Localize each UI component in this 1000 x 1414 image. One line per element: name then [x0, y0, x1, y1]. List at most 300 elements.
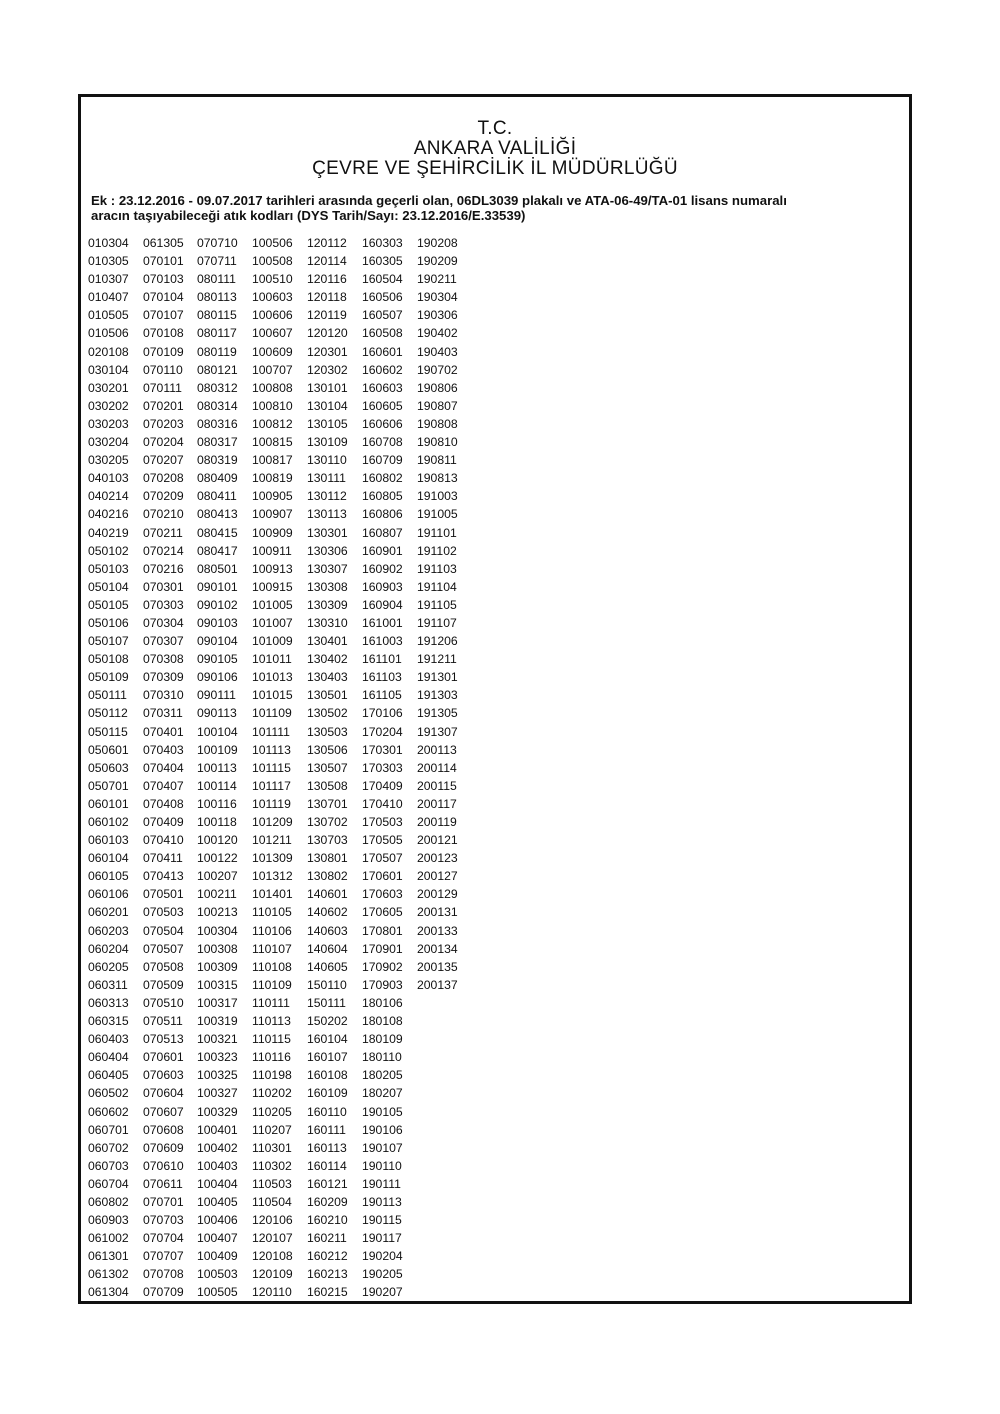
waste-code: 080121	[197, 362, 238, 377]
waste-code: 180110	[362, 1050, 402, 1065]
waste-code: 070303	[143, 597, 184, 612]
waste-code: 050108	[88, 652, 129, 667]
waste-code: 190208	[417, 236, 458, 250]
annex-line-1: Ek : 23.12.2016 - 09.07.2017 tarihleri arasında geçerli olan, 06DL3039 plakalı ve ATA-06-49/TA-01 lisans numaralı	[91, 193, 787, 208]
waste-code: 170303	[362, 760, 403, 775]
waste-code: 190810	[417, 435, 458, 450]
waste-code: 110302	[252, 1158, 292, 1173]
waste-code: 130105	[307, 416, 348, 431]
waste-code: 130702	[307, 815, 348, 829]
waste-code: 170601	[362, 869, 403, 884]
waste-code: 070407	[143, 778, 184, 793]
waste-code: 100815	[252, 435, 293, 450]
waste-code: 101115	[252, 760, 291, 775]
waste-code: 130308	[307, 579, 348, 594]
waste-code: 170603	[362, 887, 403, 902]
waste-code: 100808	[252, 380, 293, 395]
document-header	[81, 119, 909, 179]
waste-code: 161003	[362, 634, 403, 649]
waste-code: 140603	[307, 923, 348, 938]
waste-code: 070610	[143, 1158, 184, 1173]
waste-code: 190702	[417, 362, 458, 377]
waste-code: 100909	[252, 525, 293, 540]
waste-code: 070301	[143, 579, 184, 594]
waste-code: 060702	[88, 1140, 129, 1155]
waste-code: 070209	[143, 489, 184, 504]
waste-code: 060703	[88, 1158, 129, 1173]
waste-code: 100327	[197, 1086, 238, 1101]
waste-code: 100315	[197, 977, 238, 992]
waste-code: 190304	[417, 290, 458, 305]
waste-code: 070513	[143, 1032, 184, 1047]
waste-code: 190806	[417, 380, 458, 395]
waste-code: 100506	[252, 236, 293, 250]
waste-code: 110301	[252, 1140, 292, 1155]
waste-code: 200115	[417, 778, 457, 793]
waste-code: 180106	[362, 995, 403, 1010]
waste-code: 070210	[143, 507, 184, 522]
code-column	[143, 234, 197, 1302]
waste-code: 070204	[143, 435, 184, 450]
waste-code: 010305	[88, 254, 129, 269]
waste-code: 040103	[88, 471, 129, 486]
waste-code: 200129	[417, 887, 458, 902]
waste-code: 070511	[143, 1014, 183, 1029]
waste-code: 130104	[307, 398, 348, 413]
waste-code: 050115	[88, 724, 128, 739]
waste-code: 160601	[362, 344, 403, 359]
waste-code: 100325	[197, 1068, 238, 1083]
waste-code: 080113	[197, 290, 237, 305]
waste-code: 190205	[362, 1267, 403, 1282]
waste-code: 090102	[197, 597, 238, 612]
waste-code: 160708	[362, 435, 403, 450]
waste-code: 100510	[252, 272, 293, 287]
waste-code: 160212	[307, 1249, 348, 1264]
waste-code: 120116	[307, 272, 347, 287]
waste-code: 161103	[362, 670, 402, 685]
waste-code: 060105	[88, 869, 129, 884]
waste-code: 070109	[143, 344, 184, 359]
waste-code: 120110	[252, 1285, 292, 1300]
waste-code: 070403	[143, 742, 184, 757]
waste-code: 130802	[307, 869, 348, 884]
waste-code: 130309	[307, 597, 348, 612]
waste-code: 040214	[88, 489, 129, 504]
waste-code: 100109	[197, 742, 238, 757]
waste-code: 060102	[88, 815, 129, 829]
waste-code: 110111	[252, 995, 290, 1010]
waste-code: 080413	[197, 507, 238, 522]
waste-code: 100308	[197, 941, 238, 956]
waste-code: 190204	[362, 1249, 403, 1264]
waste-code: 160504	[362, 272, 403, 287]
waste-code: 110113	[252, 1014, 291, 1029]
waste-code: 070504	[143, 923, 184, 938]
waste-code: 191104	[417, 579, 457, 594]
waste-code: 060101	[88, 796, 129, 811]
waste-code: 050103	[88, 561, 129, 576]
waste-code: 101013	[252, 670, 293, 685]
waste-code: 100309	[197, 959, 238, 974]
waste-code: 010505	[88, 308, 129, 323]
waste-code: 100907	[252, 507, 293, 522]
waste-code: 070208	[143, 471, 184, 486]
waste-code: 100409	[197, 1249, 238, 1264]
waste-code: 060502	[88, 1086, 129, 1101]
waste-code: 010407	[88, 290, 129, 305]
waste-code: 160508	[362, 326, 403, 341]
waste-code: 191211	[417, 652, 457, 667]
waste-code: 100402	[197, 1140, 238, 1155]
waste-code: 070701	[143, 1194, 184, 1209]
waste-code: 190117	[362, 1231, 402, 1246]
waste-code: 070110	[143, 362, 183, 377]
waste-code: 190306	[417, 308, 458, 323]
waste-code: 100404	[197, 1176, 238, 1191]
waste-code: 080501	[197, 561, 238, 576]
waste-code: 160305	[362, 254, 403, 269]
waste-code: 100104	[197, 724, 238, 739]
waste-code: 100401	[197, 1122, 238, 1137]
waste-code: 180108	[362, 1014, 403, 1029]
waste-code: 070308	[143, 652, 184, 667]
waste-code: 160903	[362, 579, 403, 594]
waste-code: 200135	[417, 959, 458, 974]
waste-code: 100405	[197, 1194, 238, 1209]
waste-code: 191305	[417, 706, 458, 721]
waste-code: 061305	[143, 236, 184, 250]
waste-code: 160121	[307, 1176, 348, 1191]
waste-code: 061304	[88, 1285, 129, 1300]
waste-code: 080117	[197, 326, 237, 341]
waste-code: 101015	[252, 688, 293, 703]
waste-code: 130401	[307, 634, 348, 649]
code-column	[252, 234, 307, 1302]
waste-code: 140605	[307, 959, 348, 974]
waste-code: 130101	[307, 380, 348, 395]
waste-code: 120120	[307, 326, 348, 341]
waste-code: 110108	[252, 959, 292, 974]
waste-code: 070103	[143, 272, 184, 287]
waste-code: 061301	[88, 1249, 129, 1264]
waste-code: 160108	[307, 1068, 348, 1083]
waste-code: 070603	[143, 1068, 184, 1083]
waste-code: 101119	[252, 796, 291, 811]
waste-code: 160807	[362, 525, 403, 540]
waste-code: 110198	[252, 1068, 292, 1083]
waste-code: 170409	[362, 778, 403, 793]
waste-code: 070611	[143, 1176, 183, 1191]
waste-code: 050102	[88, 543, 129, 558]
waste-code: 191003	[417, 489, 458, 504]
waste-code: 190813	[417, 471, 458, 486]
waste-code: 100915	[252, 579, 293, 594]
waste-code: 130502	[307, 706, 348, 721]
waste-code: 070411	[143, 851, 183, 866]
code-column	[197, 234, 252, 1302]
waste-code: 200117	[417, 796, 457, 811]
waste-code: 120114	[307, 254, 347, 269]
waste-code: 120302	[307, 362, 348, 377]
waste-code: 160107	[307, 1050, 348, 1065]
waste-code: 101312	[252, 869, 293, 884]
waste-code: 050104	[88, 579, 129, 594]
waste-code: 070510	[143, 995, 184, 1010]
waste-code: 101401	[252, 887, 293, 902]
waste-code: 050603	[88, 760, 129, 775]
header-ankara-valiligi: ANKARA VALİLİĞİ	[413, 138, 577, 159]
waste-code: 070601	[143, 1050, 184, 1065]
waste-code: 070404	[143, 760, 184, 775]
waste-code: 100116	[197, 796, 237, 811]
waste-code: 060602	[88, 1104, 129, 1119]
waste-code: 070107	[143, 308, 184, 323]
waste-code: 100503	[197, 1267, 238, 1282]
waste-code: 070711	[197, 254, 237, 269]
waste-code: 160114	[307, 1158, 347, 1173]
waste-code: 190207	[362, 1285, 403, 1300]
waste-code: 100114	[197, 778, 237, 793]
waste-code: 130310	[307, 615, 348, 630]
waste-code: 130801	[307, 851, 348, 866]
waste-code: 170410	[362, 796, 403, 811]
annex-line-2: aracın taşıyabileceği atık kodları (DYS Tarih/Sayı: 23.12.2016/E.33539)	[91, 208, 526, 223]
waste-code: 101007	[252, 615, 293, 630]
waste-code: 070307	[143, 634, 184, 649]
waste-code: 070310	[143, 688, 184, 703]
waste-code: 100603	[252, 290, 293, 305]
waste-code: 070108	[143, 326, 184, 341]
waste-code: 120109	[252, 1267, 293, 1282]
waste-code: 070309	[143, 670, 184, 685]
waste-code: 070304	[143, 615, 184, 630]
waste-code: 120118	[307, 290, 347, 305]
waste-code: 060315	[88, 1014, 129, 1029]
waste-code: 101309	[252, 851, 293, 866]
waste-code: 060203	[88, 923, 129, 938]
waste-code: 190110	[362, 1158, 402, 1173]
waste-code: 100817	[252, 453, 293, 468]
waste-code: 070509	[143, 977, 184, 992]
waste-code: 070409	[143, 815, 184, 829]
waste-code: 130403	[307, 670, 348, 685]
waste-code: 200133	[417, 923, 458, 938]
waste-code: 060313	[88, 995, 129, 1010]
waste-code: 160606	[362, 416, 403, 431]
waste-code: 170801	[362, 923, 403, 938]
waste-code: 060403	[88, 1032, 129, 1047]
waste-code: 190211	[417, 272, 457, 287]
waste-code: 080415	[197, 525, 238, 540]
waste-code: 090104	[197, 634, 238, 649]
waste-code: 030104	[88, 362, 129, 377]
waste-code: 080314	[197, 398, 238, 413]
waste-code: 190111	[362, 1176, 401, 1191]
waste-code: 060205	[88, 959, 129, 974]
waste-code: 100505	[197, 1285, 238, 1300]
waste-code: 060103	[88, 833, 129, 848]
waste-code: 080409	[197, 471, 238, 486]
waste-code: 160605	[362, 398, 403, 413]
waste-code: 101005	[252, 597, 293, 612]
waste-code: 160602	[362, 362, 403, 377]
waste-code: 170503	[362, 815, 403, 829]
waste-code: 090101	[197, 579, 238, 594]
waste-code: 100911	[252, 543, 292, 558]
waste-code: 060701	[88, 1122, 129, 1137]
waste-code: 090105	[197, 652, 238, 667]
waste-code: 160104	[307, 1032, 348, 1047]
waste-code: 100508	[252, 254, 293, 269]
waste-code: 160109	[307, 1086, 348, 1101]
waste-code: 070503	[143, 905, 184, 920]
waste-code: 130503	[307, 724, 348, 739]
waste-code: 110107	[252, 941, 292, 956]
waste-code: 200134	[417, 941, 458, 956]
waste-code: 080115	[197, 308, 237, 323]
waste-code: 170507	[362, 851, 403, 866]
waste-code: 170204	[362, 724, 403, 739]
waste-code: 170903	[362, 977, 403, 992]
waste-code: 130507	[307, 760, 348, 775]
waste-code: 120107	[252, 1231, 293, 1246]
waste-code: 030202	[88, 398, 129, 413]
waste-code: 110503	[252, 1176, 292, 1191]
waste-code: 090106	[197, 670, 238, 685]
waste-code: 070216	[143, 561, 184, 576]
header-cevre-mudurlugu: ÇEVRE VE ŞEHİRCİLİK İL MÜDÜRLÜĞÜ	[312, 158, 678, 179]
waste-code: 101109	[252, 706, 292, 721]
waste-code: 130111	[307, 471, 346, 486]
waste-code: 160802	[362, 471, 403, 486]
waste-code: 100913	[252, 561, 293, 576]
waste-code: 050701	[88, 778, 129, 793]
waste-code: 070604	[143, 1086, 184, 1101]
waste-code: 070709	[143, 1285, 184, 1300]
waste-code: 080317	[197, 435, 238, 450]
waste-code: 100211	[197, 887, 237, 902]
waste-code: 100407	[197, 1231, 238, 1246]
waste-code: 100317	[197, 995, 238, 1010]
waste-code: 191103	[417, 561, 457, 576]
waste-code: 080319	[197, 453, 238, 468]
document-frame	[78, 94, 912, 1304]
waste-code: 160213	[307, 1267, 348, 1282]
waste-code: 050111	[88, 688, 127, 703]
waste-code: 070413	[143, 869, 184, 884]
waste-code: 160805	[362, 489, 403, 504]
waste-code: 130506	[307, 742, 348, 757]
waste-code: 070111	[143, 380, 182, 395]
waste-code: 130109	[307, 435, 348, 450]
waste-code: 110202	[252, 1086, 292, 1101]
waste-code: 170902	[362, 959, 403, 974]
waste-code: 030201	[88, 380, 129, 395]
waste-code: 100609	[252, 344, 293, 359]
waste-code: 070401	[143, 724, 184, 739]
waste-code: 130703	[307, 833, 348, 848]
waste-code: 100213	[197, 905, 238, 920]
waste-code: 190105	[362, 1104, 403, 1119]
waste-code: 130402	[307, 652, 348, 667]
waste-code: 101117	[252, 778, 291, 793]
waste-code: 130508	[307, 778, 348, 793]
waste-code: 100406	[197, 1213, 238, 1228]
waste-code: 190106	[362, 1122, 403, 1137]
waste-code: 100118	[197, 815, 237, 829]
waste-code: 100113	[197, 760, 237, 775]
waste-code: 070703	[143, 1213, 184, 1228]
waste-code: 100905	[252, 489, 293, 504]
waste-code: 100304	[197, 923, 238, 938]
waste-code: 160904	[362, 597, 403, 612]
waste-code: 120112	[307, 236, 347, 250]
waste-code: 050601	[88, 742, 129, 757]
waste-code: 191005	[417, 507, 458, 522]
waste-code: 130307	[307, 561, 348, 576]
waste-code: 080316	[197, 416, 238, 431]
waste-code: 190209	[417, 254, 458, 269]
code-column	[417, 234, 472, 1302]
waste-code: 070214	[143, 543, 184, 558]
waste-code: 120119	[307, 308, 347, 323]
waste-code: 200137	[417, 977, 458, 992]
waste-code: 101211	[252, 833, 292, 848]
waste-code: 200113	[417, 742, 457, 757]
waste-code: 070708	[143, 1267, 184, 1282]
waste-code: 090111	[197, 688, 236, 703]
waste-code: 160303	[362, 236, 403, 250]
waste-code: 130113	[307, 507, 347, 522]
code-column	[88, 234, 143, 1302]
waste-code: 010307	[88, 272, 129, 287]
waste-code: 190402	[417, 326, 458, 341]
waste-code: 100607	[252, 326, 293, 341]
code-column	[362, 234, 417, 1302]
waste-code: 161101	[362, 652, 402, 667]
waste-code: 010506	[88, 326, 129, 341]
waste-code: 070101	[143, 254, 184, 269]
waste-code: 191301	[417, 670, 458, 685]
waste-code: 110115	[252, 1032, 291, 1047]
waste-code: 160603	[362, 380, 403, 395]
waste-code: 101011	[252, 652, 292, 667]
waste-code: 060802	[88, 1194, 129, 1209]
waste-code: 160210	[307, 1213, 348, 1228]
waste-code: 120108	[252, 1249, 293, 1264]
waste-code: 170605	[362, 905, 403, 920]
waste-code: 180109	[362, 1032, 403, 1047]
waste-code: 060104	[88, 851, 129, 866]
waste-code: 070607	[143, 1104, 184, 1119]
waste-code: 100403	[197, 1158, 238, 1173]
waste-code: 120106	[252, 1213, 293, 1228]
waste-code: 080411	[197, 489, 237, 504]
waste-code: 090103	[197, 615, 238, 630]
waste-code: 190808	[417, 416, 458, 431]
waste-code: 030205	[88, 453, 129, 468]
waste-code: 100122	[197, 851, 238, 866]
waste-code: 010304	[88, 236, 129, 250]
waste-code: 160709	[362, 453, 403, 468]
waste-code: 080119	[197, 344, 237, 359]
waste-code: 160111	[307, 1122, 346, 1137]
waste-code: 150202	[307, 1014, 348, 1029]
waste-code: 200121	[417, 833, 458, 848]
waste-code: 190807	[417, 398, 458, 413]
waste-code: 070104	[143, 290, 184, 305]
